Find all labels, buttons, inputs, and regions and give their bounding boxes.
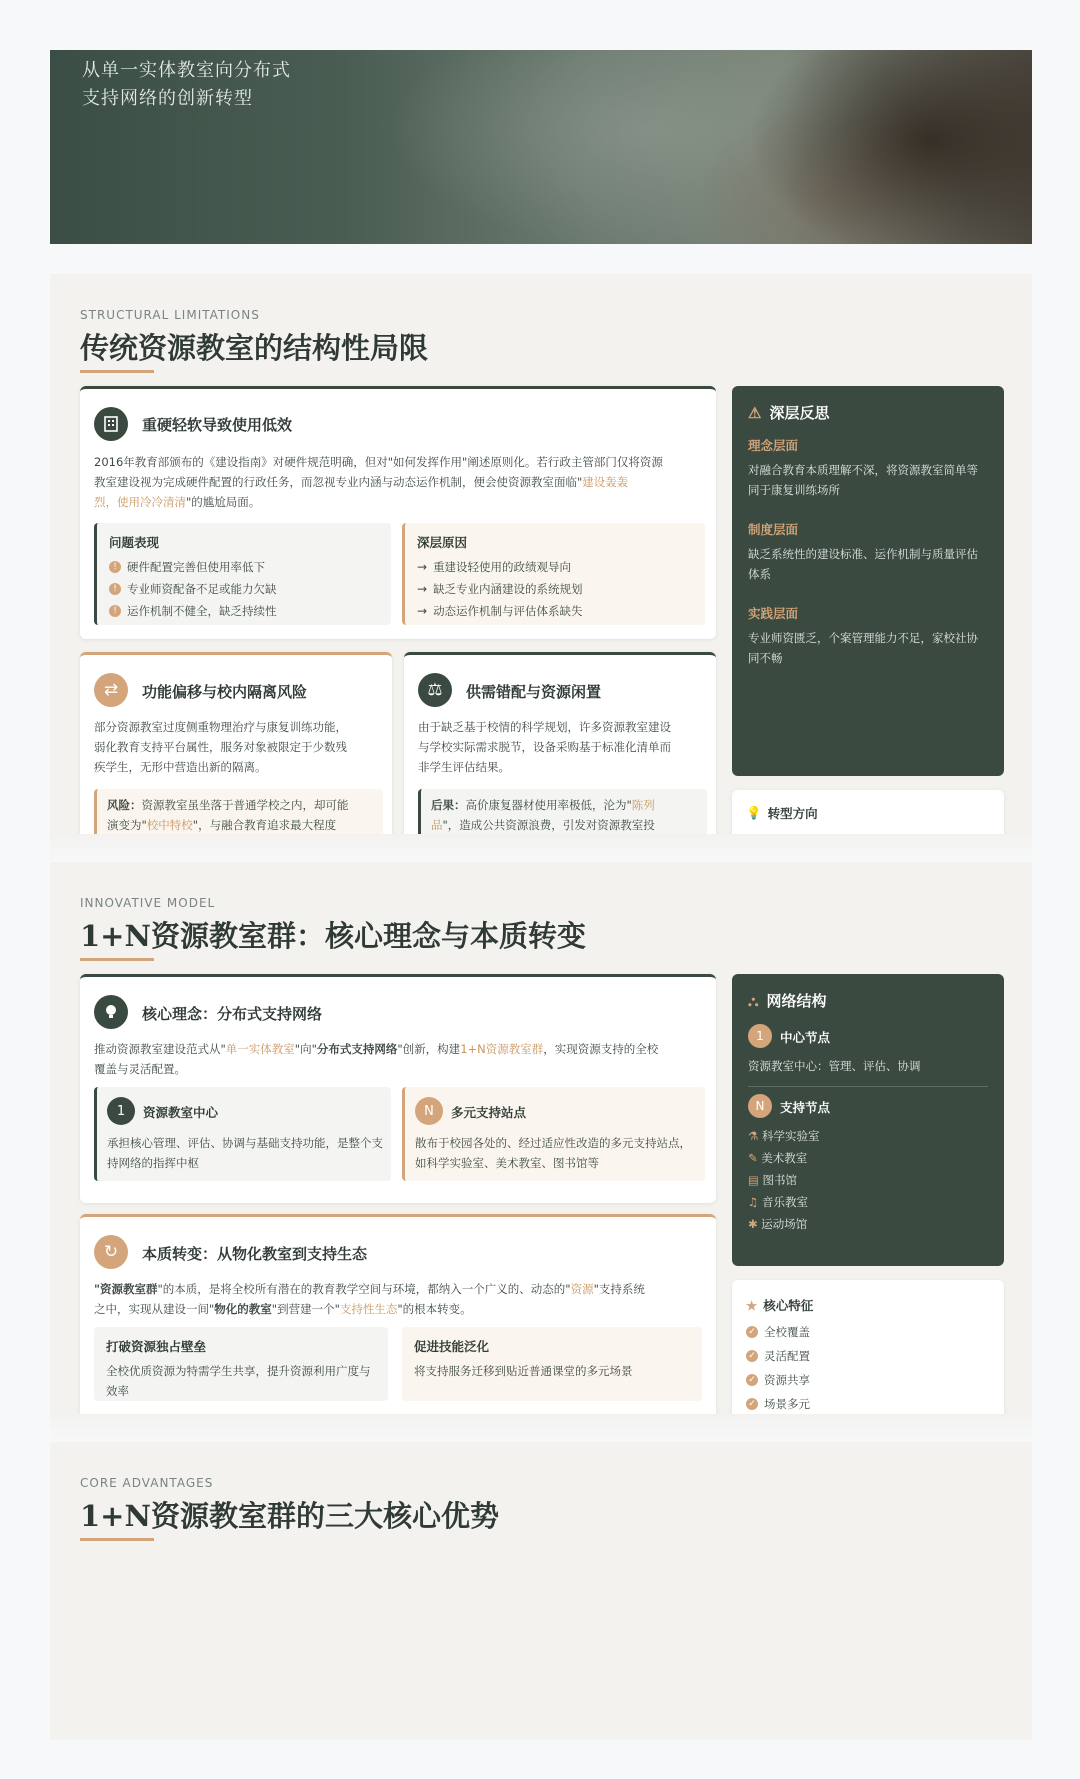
cause-item [417, 603, 583, 619]
check-circle-icon: ✓ [746, 1350, 758, 1362]
panel-title: 转型方向 [767, 806, 818, 821]
causes-title: 深层原因 [417, 535, 468, 550]
panel-title: 网络结构 [766, 992, 827, 1010]
benefit-text: 将支持服务迁移到贴近普通课堂的多元场景 [414, 1364, 633, 1378]
para-text: 覆盖与灵活配置。 [94, 1062, 186, 1076]
para-text: "的本质，是将全校所有潜在的教育教学空间与环境，都纳入一个广义的、动态的" [157, 1282, 571, 1296]
problem-item [109, 603, 277, 619]
problems-title: 问题表现 [109, 535, 160, 550]
para-text: ，实现资源支持的全校 [543, 1042, 659, 1056]
support-node-label: 支持节点 [780, 1100, 831, 1115]
para-highlight: 陈列 [631, 798, 655, 812]
center-number-badge: 1 [107, 1097, 135, 1125]
cause-text: 缺乏专业内涵建设的系统规划 [433, 582, 583, 596]
section-fade [50, 1414, 1032, 1442]
node-text: 图书馆 [762, 1173, 798, 1187]
palette-icon: ✎ [748, 1151, 758, 1165]
para-text: 教室建设视为完成硬件配置的行政任务，而忽视专业内涵与动态运作机制，便会使资源教室面临" [94, 475, 583, 489]
problem-text: 硬件配置完善但使用率低下 [127, 560, 265, 574]
node-text: 科学实验室 [761, 1129, 820, 1143]
warning-icon: ! [109, 561, 121, 573]
panel-heading [748, 990, 827, 1011]
feature-item [746, 1324, 810, 1340]
flask-icon: ⚗ [748, 1129, 759, 1143]
warning-icon: ! [109, 605, 121, 617]
panel-heading [746, 804, 818, 822]
feature-item [746, 1348, 810, 1364]
core-features-panel [732, 1280, 1004, 1414]
check-circle-icon: ✓ [746, 1326, 758, 1338]
transform-direction-panel [732, 790, 1004, 834]
sites-box [402, 1087, 705, 1181]
section-title: 1+N资源教室群：核心理念与本质转变 [80, 919, 586, 953]
node-text: 美术教室 [761, 1151, 808, 1165]
risk-box [94, 789, 383, 834]
panel-title: 核心特征 [763, 1298, 814, 1313]
para-bold: " [94, 1282, 100, 1296]
support-node-badge: N [748, 1094, 772, 1118]
center-box [94, 1087, 391, 1181]
benefit-title: 打破资源独占壁垒 [106, 1339, 207, 1354]
level-text: 专业师资匮乏，个案管理能力不足，家校社协同不畅 [748, 631, 978, 665]
card-supply-demand-mismatch [404, 652, 716, 834]
book-icon: ▤ [748, 1173, 759, 1187]
node-item [748, 1192, 988, 1212]
feature-text: 灵活配置 [764, 1349, 810, 1363]
para-text: 之中，实现从建设一间" [94, 1302, 215, 1316]
section-title: 传统资源教室的结构性局限 [80, 331, 429, 365]
center-node-badge: 1 [748, 1024, 772, 1048]
cause-item [417, 559, 571, 575]
para-text: 推动资源教室建设范式从" [94, 1042, 226, 1056]
cause-item [417, 581, 583, 597]
card-title: 核心理念：分布式支持网络 [142, 1005, 323, 1023]
para-text: 由于缺乏基于校情的科学规划，许多资源教室建设 [418, 720, 671, 734]
section-fade [50, 834, 1032, 862]
hero-subtitle-line1: 从单一实体教室向分布式 [82, 60, 291, 81]
level-label: 实践层面 [748, 606, 799, 621]
section-title: 1+N资源教室群的三大核心优势 [80, 1499, 499, 1533]
problem-text: 专业师资配备不足或能力欠缺 [127, 582, 277, 596]
hero-subtitle-line2: 支持网络的创新转型 [82, 88, 253, 109]
section-innovative-model [50, 862, 1032, 1414]
benefit-box [94, 1327, 388, 1401]
card-hardware-overweight [80, 386, 716, 639]
hero-banner [50, 50, 1032, 244]
para-text: 弱化教育支持平台属性，服务对象被限定于少数残 [94, 740, 347, 754]
sites-title: 多元支持站点 [451, 1105, 527, 1120]
para-bold: 分布式支持网络 [316, 1042, 398, 1056]
para-bold: 资源教室群 [100, 1282, 158, 1296]
benefit-title: 促进技能泛化 [414, 1339, 490, 1354]
building-icon [94, 407, 128, 441]
problem-item [109, 559, 265, 575]
problems-box [94, 523, 391, 625]
check-circle-icon: ✓ [746, 1374, 758, 1386]
music-icon: ♫ [748, 1195, 759, 1209]
section-eyebrow: CORE ADVANTAGES [80, 1476, 214, 1490]
center-node-desc: 资源教室中心：管理、评估、协调 [748, 1059, 921, 1073]
section-eyebrow: INNOVATIVE MODEL [80, 896, 216, 910]
section-eyebrow: STRUCTURAL LIMITATIONS [80, 308, 260, 322]
card-paragraph [418, 717, 708, 777]
cause-text: 重建设轻使用的政绩观导向 [433, 560, 572, 574]
card-paragraph [94, 717, 384, 777]
title-underline [80, 370, 154, 373]
card-title: 功能偏移与校内隔离风险 [142, 683, 308, 701]
feature-item [746, 1372, 810, 1388]
para-text: 与学校实际需求脱节，设备采购基于标准化清单而 [418, 740, 671, 754]
causes-box [402, 523, 705, 625]
card-paragraph [94, 452, 706, 512]
card-paragraph [94, 1279, 706, 1319]
level-label: 制度层面 [748, 522, 799, 537]
para-text: 高价康复器材使用率极低，沦为" [465, 798, 632, 812]
para-highlight: 校中特校 [146, 818, 193, 832]
card-function-deviation [80, 652, 392, 834]
para-text: "的根本转变。 [397, 1302, 472, 1316]
para-highlight: 支持性生态 [339, 1302, 398, 1316]
node-text: 运动场馆 [761, 1217, 808, 1231]
card-title: 供需错配与资源闲置 [466, 683, 602, 701]
feature-text: 资源共享 [764, 1373, 810, 1387]
result-box [418, 789, 707, 834]
panel-heading [748, 402, 829, 423]
node-text: 音乐教室 [761, 1195, 808, 1209]
running-icon: ✱ [748, 1217, 758, 1231]
exchange-icon: ⇄ [94, 673, 128, 707]
para-highlight: 资源 [570, 1282, 594, 1296]
center-title: 资源教室中心 [143, 1105, 219, 1120]
lightbulb-icon [94, 995, 128, 1029]
para-text: "，造成公共资源浪费，引发对资源教室投 [442, 818, 655, 832]
sites-text: 散布于校园各处的、经过适应性改造的多元支持站点，如科学实验室、美术教室、图书馆等 [415, 1136, 691, 1170]
center-text: 承担核心管理、评估、协调与基础支持功能，是整个支持网络的指挥中枢 [107, 1136, 383, 1170]
para-highlight: 单一实体教室 [225, 1042, 295, 1056]
problem-text: 运作机制不健全，缺乏持续性 [127, 604, 277, 618]
node-item [748, 1126, 988, 1146]
star-icon: ★ [746, 1297, 758, 1313]
para-text: "向" [294, 1042, 317, 1056]
para-highlight: 品 [431, 818, 443, 832]
feature-item [746, 1396, 810, 1412]
panel-title: 深层反思 [769, 404, 830, 422]
para-text: 疾学生，无形中营造出新的隔离。 [94, 760, 267, 774]
title-underline [80, 958, 154, 961]
warning-triangle-icon: ⚠ [748, 403, 762, 422]
result-text [431, 795, 701, 834]
level-text: 对融合教育本质理解不深，将资源教室简单等同于康复训练场所 [748, 463, 978, 497]
problem-item [109, 581, 277, 597]
para-text: "支持系统 [593, 1282, 645, 1296]
para-text: 2016年教育部颁布的《建设指南》对硬件规范明确，但对"如何发挥作用"阐述原则化。若行政主管部门仅将资源 [94, 455, 663, 469]
check-circle-icon: ✓ [746, 1398, 758, 1410]
para-highlight: 建设轰轰 [582, 475, 629, 489]
warning-icon: ! [109, 583, 121, 595]
card-essence-transform [80, 1214, 716, 1414]
para-highlight: 1+N资源教室群 [460, 1042, 544, 1056]
refresh-icon: ↻ [94, 1235, 128, 1269]
sites-number-badge: N [415, 1097, 443, 1125]
panel-heading [746, 1296, 813, 1314]
cause-text: 动态运作机制与评估体系缺失 [433, 604, 583, 618]
para-text: 非学生评估结果。 [418, 760, 510, 774]
level-label: 理念层面 [748, 438, 799, 453]
card-title: 重硬轻软导致使用低效 [142, 416, 293, 434]
lightbulb-icon: 💡 [746, 805, 762, 820]
para-bold: 物化的教室 [214, 1302, 272, 1316]
arrow-right-icon: → [417, 582, 428, 596]
section-core-advantages [50, 1442, 1032, 1740]
para-text: 资源教室虽坐落于普通学校之内，却可能 [141, 798, 349, 812]
result-label: 后果： [431, 798, 466, 812]
para-text: "创新，构建 [397, 1042, 461, 1056]
para-text: "，与融合教育追求最大程度 [192, 818, 337, 832]
para-text: "的尴尬局面。 [186, 495, 261, 509]
feature-text: 全校覆盖 [764, 1325, 810, 1339]
center-node-label: 中心节点 [780, 1030, 831, 1045]
para-highlight: 烈，使用冷冷清清 [94, 495, 186, 509]
deep-reflection-panel [732, 386, 1004, 776]
level-text: 缺乏系统性的建设标准、运作机制与质量评估体系 [748, 547, 978, 581]
benefit-text: 全校优质资源为特需学生共享，提升资源利用广度与效率 [106, 1364, 371, 1398]
sitemap-icon: ⛬ [748, 991, 759, 1010]
title-underline [80, 1538, 154, 1541]
risk-label: 风险： [107, 798, 142, 812]
benefit-box [402, 1327, 702, 1401]
card-paragraph [94, 1039, 706, 1079]
node-item [748, 1170, 988, 1190]
node-item [748, 1148, 988, 1168]
node-item [748, 1214, 988, 1234]
section-structural-limitations [50, 274, 1032, 834]
arrow-right-icon: → [417, 604, 428, 618]
card-core-concept [80, 974, 716, 1203]
arrow-right-icon: → [417, 560, 428, 574]
divider [748, 1086, 988, 1087]
para-text: 部分资源教室过度侧重物理治疗与康复训练功能， [94, 720, 347, 734]
para-text: 演变为" [107, 818, 147, 832]
balance-scale-icon: ⚖ [418, 673, 452, 707]
risk-text [107, 795, 377, 834]
para-text: "到营建一个" [271, 1302, 340, 1316]
feature-text: 场景多元 [764, 1397, 810, 1411]
card-title: 本质转变：从物化教室到支持生态 [142, 1245, 368, 1263]
network-structure-panel [732, 974, 1004, 1266]
